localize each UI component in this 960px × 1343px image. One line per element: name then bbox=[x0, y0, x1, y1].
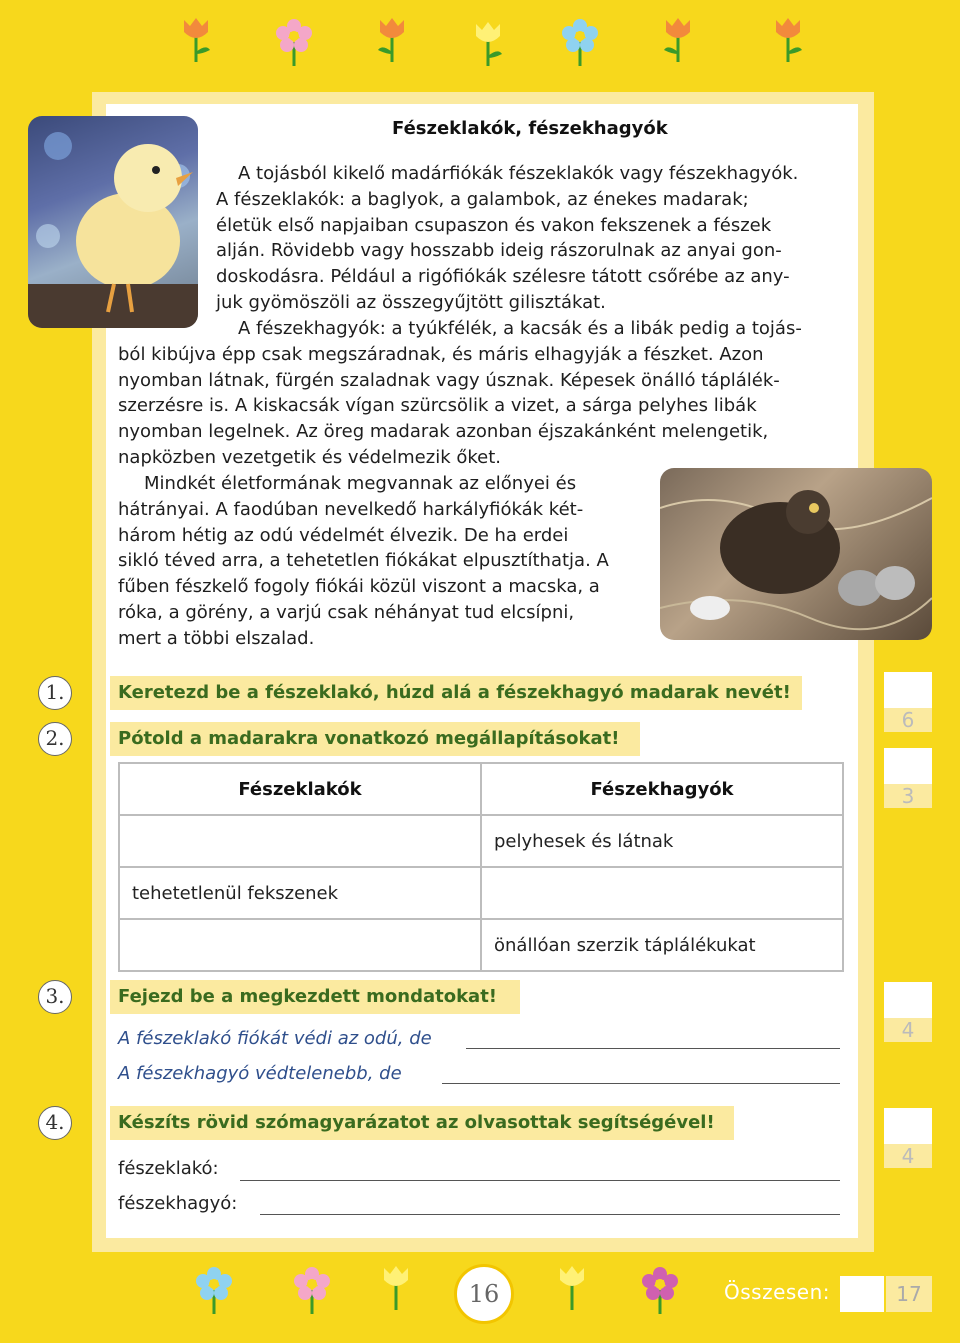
answer-line[interactable] bbox=[240, 1180, 840, 1181]
task-instruction: Készíts rövid szómagyarázatot az olvasottak segítségével! bbox=[110, 1106, 734, 1140]
text-line: nyomban legelnek. Az öreg madarak azonban éjszakánként melengetik, bbox=[118, 421, 769, 443]
score-max: 4 bbox=[901, 1144, 915, 1168]
definition-term: fészekhagyó: bbox=[118, 1193, 238, 1214]
text-line: életük első napjaiban csupaszon és vakon fekszenek a fészek bbox=[216, 214, 772, 236]
table-cell: tehetetlenül fekszenek bbox=[119, 867, 481, 919]
score-input-box[interactable] bbox=[884, 982, 932, 1018]
text-line: nyomban látnak, fürgén szaladnak vagy úsznak. Képesek önálló táplálék- bbox=[118, 369, 780, 391]
text-line: juk gyömöszöli az összegyűjtött gilisztákat. bbox=[216, 291, 606, 313]
task-instruction: Keretezd be a fészeklakó, húzd alá a fészekhagyó madarak nevét! bbox=[110, 676, 802, 710]
text-line: napközben vezetgetik és védelmezik őket. bbox=[118, 446, 502, 468]
table-cell: önállóan szerzik táplálékukat bbox=[481, 919, 843, 971]
score-input-box[interactable] bbox=[884, 748, 932, 784]
owl-nest-photo bbox=[660, 468, 932, 640]
text-line: fűben fészkelő fogoly fiókái közül viszont a macska, a bbox=[118, 576, 600, 598]
tulip-icon bbox=[658, 14, 698, 62]
daisy-icon bbox=[274, 18, 314, 66]
tulip-icon bbox=[376, 1262, 416, 1310]
task-instruction: Fejezd be a megkezdett mondatokat! bbox=[110, 980, 520, 1014]
daisy-icon bbox=[194, 1266, 234, 1314]
daisy-icon bbox=[560, 18, 600, 66]
article-title: Fészeklakók, fészekhagyók bbox=[392, 118, 668, 139]
tulip-icon bbox=[468, 18, 508, 66]
task-instruction: Pótold a madarakra vonatkozó megállapításokat! bbox=[110, 722, 640, 756]
daisy-icon bbox=[292, 1266, 332, 1314]
table-cell-input[interactable] bbox=[481, 867, 843, 919]
tulip-icon bbox=[372, 14, 412, 62]
text-line: alján. Rövidebb vagy hosszabb ideig rászorulnak az anyai gon- bbox=[216, 240, 782, 262]
table-header: Fészeklakók bbox=[119, 763, 481, 815]
text-line: róka, a görény, a varjú csak néhányat tud elcsípni, bbox=[118, 601, 575, 623]
tulip-icon bbox=[768, 14, 808, 62]
total-input-box[interactable] bbox=[840, 1276, 884, 1312]
score-input-box[interactable] bbox=[884, 1108, 932, 1144]
definition-term: fészeklakó: bbox=[118, 1158, 219, 1179]
total-max: 17 bbox=[886, 1276, 932, 1312]
chick-photo bbox=[28, 116, 198, 328]
table-cell-input[interactable] bbox=[119, 815, 481, 867]
text-line: sikló téved arra, a tehetetlen fiókákat elpusztíthatja. A bbox=[118, 550, 609, 572]
text-line: A tojásból kikelő madárfiókák fészeklakók vagy fészekhagyók. bbox=[238, 163, 799, 184]
answer-line[interactable] bbox=[442, 1083, 840, 1084]
answer-line[interactable] bbox=[466, 1048, 840, 1049]
task-number: 1. bbox=[38, 676, 72, 710]
text-line: ból kibújva épp csak megszáradnak, és máris elhagyják a fészket. Azon bbox=[118, 343, 764, 365]
text-line: mert a többi elszalad. bbox=[118, 627, 315, 649]
text-line: Mindkét életformának megvannak az előnyei és bbox=[144, 473, 577, 494]
task-number: 3. bbox=[38, 980, 72, 1014]
paragraph-2 bbox=[118, 316, 842, 471]
sentence-prompt: A fészekhagyó védtelenebb, de bbox=[118, 1063, 402, 1084]
score-max: 4 bbox=[901, 1018, 915, 1042]
score-input-box[interactable] bbox=[884, 672, 932, 708]
text-line: A fészeklakók: a baglyok, a galambok, az énekes madarak; bbox=[216, 188, 749, 210]
total-label: Összesen: bbox=[724, 1280, 831, 1304]
sentence-prompt: A fészeklakó fiókát védi az odú, de bbox=[118, 1028, 432, 1049]
answer-line[interactable] bbox=[260, 1214, 840, 1215]
tulip-icon bbox=[176, 14, 216, 62]
paragraph-1 bbox=[216, 161, 842, 316]
table-header: Fészekhagyók bbox=[481, 763, 843, 815]
table-cell: pelyhesek és látnak bbox=[481, 815, 843, 867]
text-line: A fészekhagyók: a tyúkfélék, a kacsák és a libák pedig a tojás- bbox=[238, 318, 802, 339]
score-max: 6 bbox=[901, 708, 915, 732]
tulip-icon bbox=[552, 1262, 592, 1310]
text-line: hátrányai. A faodúban nevelkedő harkályfiókák két- bbox=[118, 498, 584, 520]
daisy-icon bbox=[640, 1266, 680, 1314]
nesting-table bbox=[118, 762, 844, 972]
paragraph-3 bbox=[118, 471, 644, 652]
table-cell-input[interactable] bbox=[119, 919, 481, 971]
text-line: három hétig az odú védelmét élvezik. De ha erdei bbox=[118, 524, 569, 546]
text-line: szerzésre is. A kiskacsák vígan szürcsölik a vizet, a sárga pelyhes libák bbox=[118, 395, 757, 417]
score-max: 3 bbox=[901, 784, 915, 808]
task-number: 4. bbox=[38, 1106, 72, 1140]
page-number: 16 bbox=[454, 1264, 514, 1324]
text-line: doskodásra. Például a rigófiókák szélesre tátott csőrébe az any- bbox=[216, 266, 790, 288]
task-number: 2. bbox=[38, 722, 72, 756]
